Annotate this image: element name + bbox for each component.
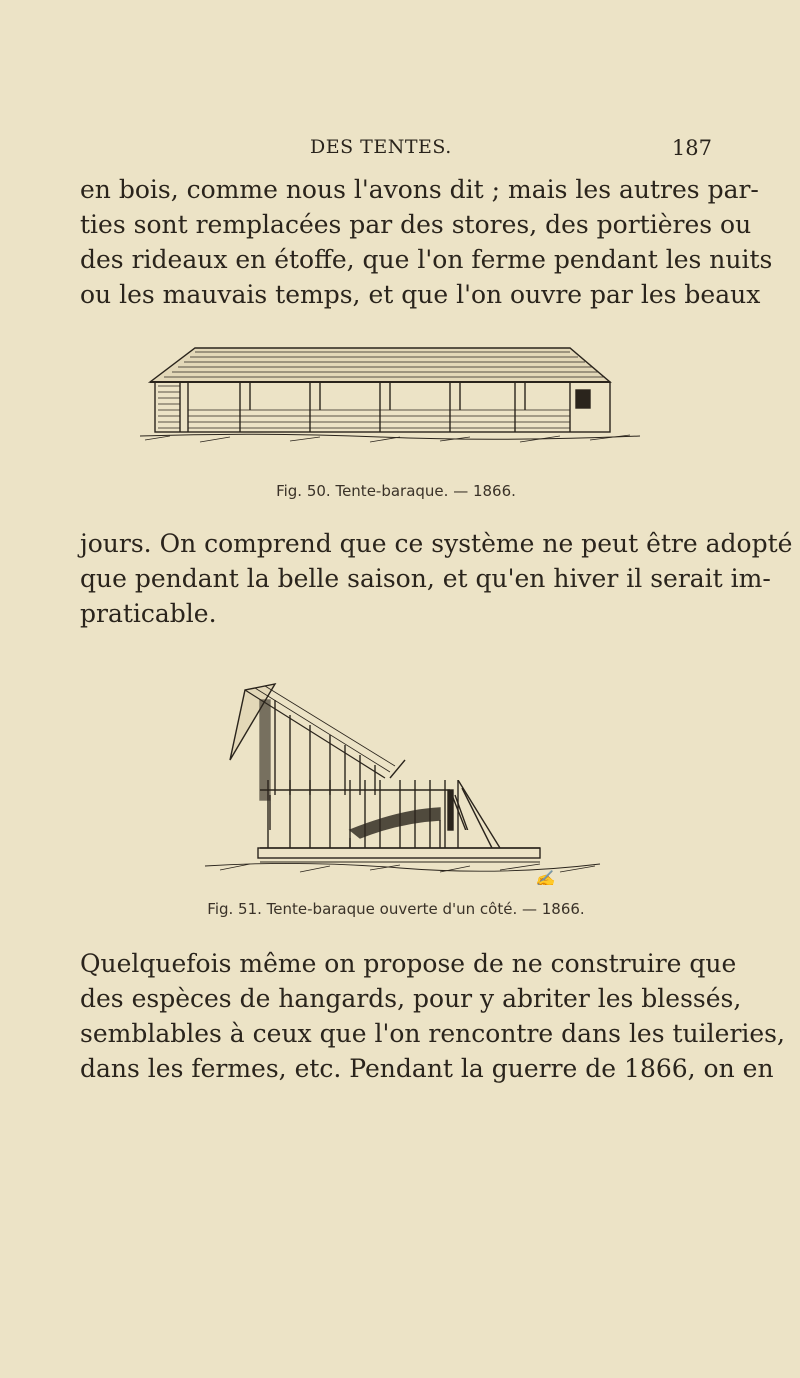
paragraph-2 [80, 526, 793, 631]
paragraph-line: des espèces de hangards, pour y abriter les blessés, [80, 984, 742, 1013]
paragraph-3 [80, 946, 785, 1086]
running-title: DES TENTES. [310, 136, 452, 158]
paragraph-line: semblables à ceux que l'on rencontre dans les tuileries, [80, 1019, 785, 1048]
figure-50-caption: Fig. 50. Tente-baraque. — 1866. [276, 482, 516, 500]
paragraph-line: ties sont remplacées par des stores, des portières ou [80, 210, 752, 239]
paragraph-line: Quelquefois même on propose de ne construire que [80, 949, 737, 978]
paragraph-line: jours. On comprend que ce système ne peut être adopté [80, 529, 793, 558]
paragraph-line: des rideaux en étoffe, que l'on ferme pendant les nuits [80, 245, 773, 274]
figure-51-caption: Fig. 51. Tente-baraque ouverte d'un côté. — 1866. [207, 900, 585, 918]
paragraph-line: praticable. [80, 599, 217, 628]
paragraph-line: ou les mauvais temps, et que l'on ouvre par les beaux [80, 280, 761, 309]
figure-51-lower [200, 780, 610, 885]
paragraph-1 [80, 172, 773, 312]
svg-text:✍: ✍ [535, 869, 555, 885]
paragraph-line: que pendant la belle saison, et qu'en hiver il serait im- [80, 564, 771, 593]
figure-50-illustration [140, 340, 660, 452]
paragraph-line: dans les fermes, etc. Pendant la guerre de 1866, on en [80, 1054, 774, 1083]
page-header [80, 136, 712, 166]
paragraph-line: en bois, comme nous l'avons dit ; mais les autres par- [80, 175, 759, 204]
page-number: 187 [671, 136, 712, 160]
